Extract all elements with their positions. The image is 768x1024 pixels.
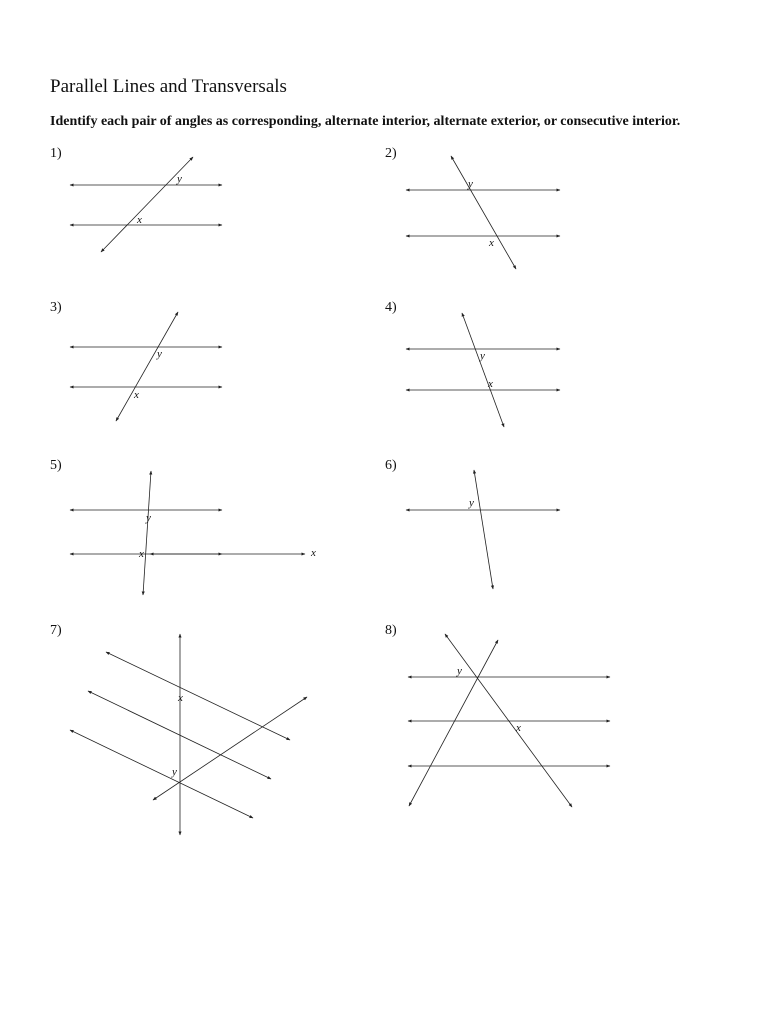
problem-5-number: 5) (50, 458, 62, 473)
problem-7-figure (70, 634, 307, 835)
angle-label-x: x (178, 692, 183, 704)
problem-4-figure (406, 313, 560, 427)
transversal-line (153, 697, 307, 800)
problem-2-figure (406, 156, 560, 269)
transversal-line (143, 471, 151, 595)
angle-label-x: x (488, 378, 493, 390)
transversal-line (451, 156, 516, 269)
angle-label-y: y (177, 173, 182, 185)
angle-label-y: y (172, 766, 177, 778)
angle-label-y: y (468, 178, 473, 190)
problem-8-figure (408, 634, 610, 807)
angle-label-x: x (489, 237, 494, 249)
parallel-line (70, 730, 253, 818)
problem-3-figure (70, 312, 222, 421)
transversal-line (474, 470, 493, 589)
transversal-line (445, 634, 572, 807)
problem-1-figure (70, 157, 222, 252)
angle-label-x: x (134, 389, 139, 401)
problem-1-number: 1) (50, 146, 62, 161)
transversal-line (116, 312, 178, 421)
problem-6-figure (406, 470, 560, 589)
angle-label-x: x (516, 722, 521, 734)
angle-label-y: y (469, 497, 474, 509)
angle-label-x: x (311, 547, 316, 559)
problem-2-number: 2) (385, 146, 397, 161)
problem-3-number: 3) (50, 300, 62, 315)
angle-label-y: y (457, 665, 462, 677)
angle-label-x: x (137, 214, 142, 226)
angle-label-y: y (146, 512, 151, 524)
transversal-line (101, 157, 193, 252)
worksheet-title: Parallel Lines and Transversals (50, 76, 287, 97)
angle-label-y: y (480, 350, 485, 362)
problem-7-number: 7) (50, 623, 62, 638)
angle-label-y: y (157, 348, 162, 360)
instructions: Identify each pair of angles as corresponding, alternate interior, alternate exterior, or consecutive interior. (50, 114, 681, 129)
angle-label-x: x (139, 548, 144, 560)
transversal-line (409, 640, 498, 806)
problem-4-number: 4) (385, 300, 397, 315)
problem-8-number: 8) (385, 623, 397, 638)
parallel-line (88, 691, 271, 779)
problem-5-figure (70, 471, 316, 595)
problem-6-number: 6) (385, 458, 397, 473)
transversal-line (462, 313, 504, 427)
